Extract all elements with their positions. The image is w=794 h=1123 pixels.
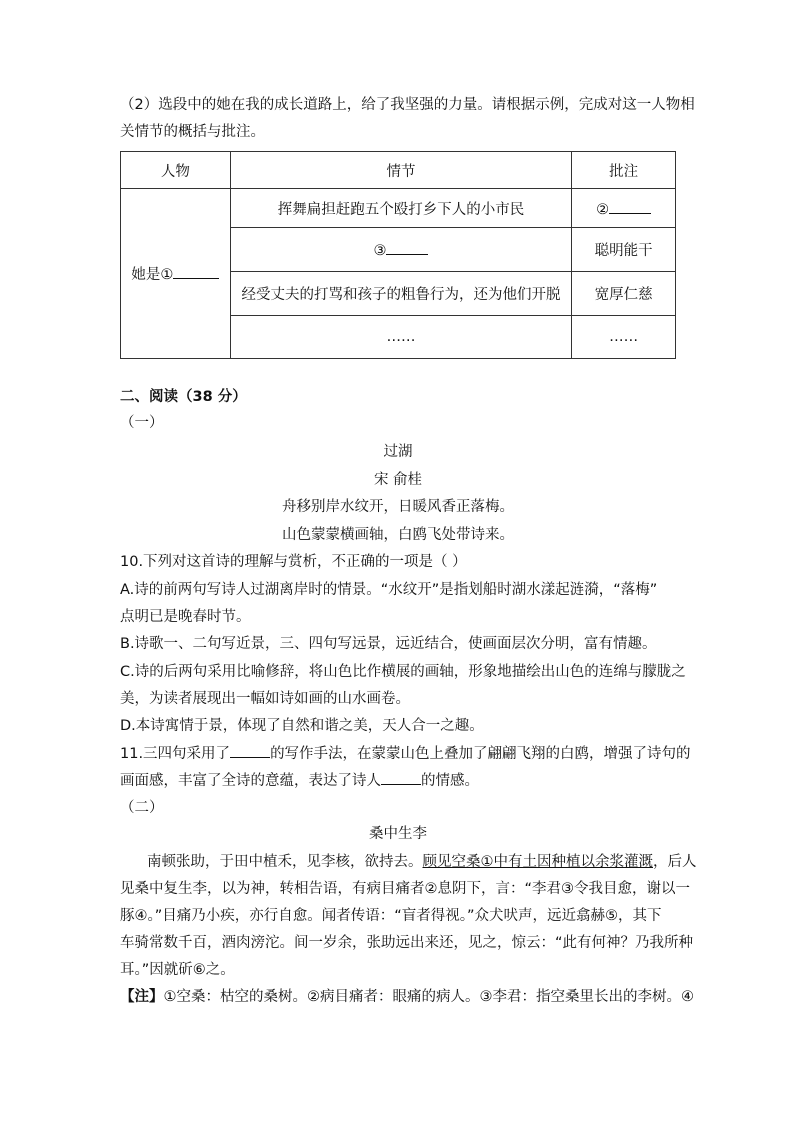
- plot-cell: 经受丈夫的打骂和孩子的粗鲁行为，还为他们开脱: [230, 272, 572, 316]
- notes-line: [120, 987, 694, 1007]
- prose-underlined-text: 顾见空桑①中有土因种植以余浆灌溉: [422, 854, 653, 870]
- question-2-line-2: 关情节的概括与批注。: [120, 124, 265, 140]
- blank-1[interactable]: [173, 264, 219, 279]
- q10-option-a-2: 点明已是晚春时节。: [120, 609, 251, 625]
- plot-label: ③: [373, 243, 387, 259]
- prose-line-2: 见桑中复生李，以为神，转相告语，有病目痛者②息阴下，言：“李君③令我目愈，谢以一: [120, 881, 691, 897]
- note-cell: 聪明能干: [572, 228, 676, 272]
- q11-text: 画面感，丰富了全诗的意蕴，表达了诗人: [120, 773, 381, 789]
- header-note: 批注: [572, 152, 676, 189]
- q11-text: 的写作手法，在蒙蒙山色上叠加了翩翩飞翔的白鸥，增强了诗句的: [270, 746, 691, 762]
- prose-line-1: [147, 852, 697, 872]
- blank-2[interactable]: [609, 199, 651, 214]
- q10-option-b: B.诗歌一、二句写近景，三、四句写远景，远近结合，使画面层次分明，富有情趣。: [120, 636, 657, 652]
- question-2-line-1: （2）选段中的她在我的成长道路上，给了我坚强的力量。请根据示例，完成对这一人物相: [120, 97, 695, 113]
- notes-text: ①空桑：枯空的桑树。②病目痛者：眼痛的病人。③李君：指空桑里长出的李树。④: [163, 989, 694, 1005]
- q10-stem: 10.下列对这首诗的理解与赏析，不正确的一项是（ ）: [120, 554, 467, 570]
- note-cell: [572, 189, 676, 228]
- part-2-label: （二）: [120, 800, 164, 816]
- prose-text: 南顿张助，于田中植禾，见李核，欲持去。: [147, 854, 423, 870]
- q11-text: 11.三四句采用了: [120, 746, 231, 762]
- person-cell: [121, 189, 231, 359]
- part-1-label: （一）: [120, 415, 164, 431]
- character-table: [120, 151, 676, 359]
- q10-option-c-2: 美，为读者展现出一幅如诗如画的山水画卷。: [120, 691, 410, 707]
- person-label: 她是①: [131, 267, 174, 283]
- q11-blank-2[interactable]: [381, 770, 421, 785]
- prose-line-5: 耳。”因就斫⑥之。: [120, 962, 235, 978]
- table-row: [121, 189, 676, 228]
- section-heading: 二、阅读（38 分）: [120, 389, 247, 405]
- plot-cell: 挥舞扁担赶跑五个殴打乡下人的小市民: [230, 189, 572, 228]
- poem-line-1: 舟移别岸水纹开，日暖风香正落梅。: [282, 499, 514, 515]
- poem-title: 过湖: [383, 444, 413, 460]
- header-person: 人物: [121, 152, 231, 189]
- note-label: ②: [596, 201, 610, 218]
- q10-option-c-1: C.诗的后两句采用比喻修辞，将山色比作横展的画轴，形象地描绘出山色的连绵与朦胧之: [120, 664, 686, 680]
- header-plot: 情节: [230, 152, 572, 189]
- notes-label: 【注】: [120, 989, 164, 1005]
- q11-text: 的情感。: [421, 773, 479, 789]
- q11-blank-1[interactable]: [230, 743, 270, 758]
- blank-3[interactable]: [386, 240, 428, 255]
- prose-line-3: 豚④。”目痛乃小疾，亦行自愈。闻者传语：“盲者得视。”众犬吠声，远近翕赫⑤，其下: [120, 908, 662, 924]
- note-cell: 宽厚仁慈: [572, 272, 676, 316]
- prose-text: ，后人: [653, 854, 697, 870]
- q10-option-a-1: A.诗的前两句写诗人过湖离岸时的情景。“水纹开”是指划船时湖水漾起涟漪，“落梅”: [120, 582, 658, 598]
- prose-line-4: 车骑常数千百，酒肉滂沱。间一岁余，张助远出来还，见之，惊云：“此有何神？乃我所种: [120, 935, 694, 951]
- prose-title: 桑中生李: [369, 826, 427, 842]
- q11-line-1: [120, 743, 691, 764]
- poem-line-2: 山色蒙蒙横画轴，白鸥飞处带诗来。: [282, 527, 514, 543]
- table-header-row: [121, 152, 676, 189]
- plot-cell: [230, 228, 572, 272]
- note-cell: ……: [572, 316, 676, 359]
- q10-option-d: D.本诗寓情于景，体现了自然和谐之美，天人合一之趣。: [120, 718, 484, 734]
- plot-cell: ……: [230, 316, 572, 359]
- q11-line-2: [120, 770, 479, 791]
- poem-author: 宋 俞桂: [373, 472, 423, 488]
